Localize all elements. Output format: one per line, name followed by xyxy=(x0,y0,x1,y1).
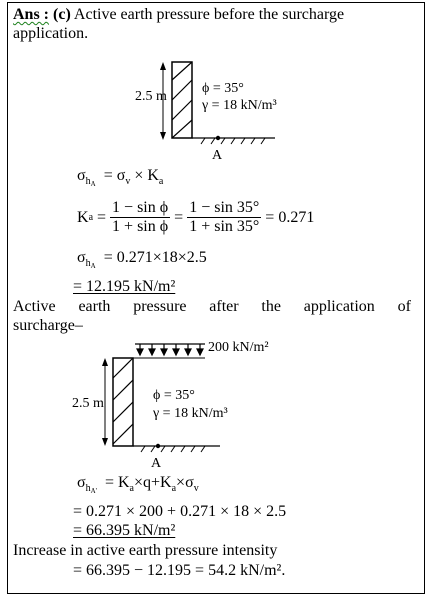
eq3-rhs: = 0.271×18×2.5 xyxy=(103,249,207,266)
para2-line1 xyxy=(13,298,411,316)
point-a-label-1: A xyxy=(212,148,223,163)
eq1-rhs-times: × K xyxy=(134,167,159,184)
equation-sigma-ha-value xyxy=(77,249,207,275)
para2-word: the xyxy=(261,298,281,315)
equation-sigma-ha-prime xyxy=(77,474,199,500)
conclusion-line1: Increase in active earth pressure intensity xyxy=(13,542,278,559)
ka-fraction-1-num: 1 − sin ϕ xyxy=(112,199,169,216)
para2-word: Active xyxy=(13,298,56,315)
para2-line2: surcharge– xyxy=(13,317,83,334)
eq1-rhs-sub2: a xyxy=(158,176,164,187)
gamma-label-2: γ = 18 kN/m³ xyxy=(153,406,228,421)
eq3-lhs: σ xyxy=(77,249,86,266)
eq4-rhs2-sub: a xyxy=(171,483,177,494)
point-a-marker-2 xyxy=(156,444,160,448)
ka-result: = 0.271 xyxy=(265,208,315,226)
height-label-2: 2.5 m xyxy=(72,396,104,411)
phi-label-2: ϕ = 35° xyxy=(153,388,195,403)
eq4-rhs1-sub: a xyxy=(129,483,134,494)
gamma-label-1: γ = 18 kN/m³ xyxy=(202,98,277,113)
ground-line-1 xyxy=(192,138,275,144)
ka-fraction-1-den: 1 + sin ϕ xyxy=(112,218,169,235)
wall-2 xyxy=(113,358,133,446)
equation-ka xyxy=(77,199,314,236)
ka-fraction-2 xyxy=(187,199,261,236)
ka-fraction-1 xyxy=(110,199,170,236)
ans-option: (c) xyxy=(53,6,71,23)
eq4-rhs2: ×q+K xyxy=(133,474,172,491)
result-2: = 66.395 kN/m² xyxy=(73,522,176,539)
equation-sigma-ha xyxy=(77,167,163,193)
ans-label: Ans : xyxy=(13,6,50,23)
para2-word: pressure xyxy=(133,298,187,315)
eq2-eq2: = xyxy=(174,208,184,226)
ka-fraction-2-den: 1 + sin 35° xyxy=(189,218,260,235)
para2-word: after xyxy=(209,298,239,315)
eq1-lhs: σ xyxy=(77,167,86,184)
para2-word: application xyxy=(303,298,375,315)
conclusion-line2: = 66.395 − 12.195 = 54.2 kN/m². xyxy=(73,562,286,579)
result-1: = 12.195 kN/m² xyxy=(73,278,176,295)
point-a-label-2: A xyxy=(151,456,162,471)
eq4-rhs1: = K xyxy=(104,474,130,491)
eq1-lhs-subsub: A xyxy=(90,180,96,188)
eq2-lhs: K xyxy=(77,208,89,226)
eq4-lhs-sub: h xyxy=(85,483,91,494)
ans-text-line1: Active earth pressure before the surcharge xyxy=(73,6,345,23)
wall-1 xyxy=(172,62,192,138)
eq2-eq: = xyxy=(97,208,107,226)
point-a-marker-1 xyxy=(216,136,220,140)
eq4-lhs-subsub: A' xyxy=(90,487,97,495)
eq3-lhs-subsub: A xyxy=(90,262,96,270)
eq1-rhs-sub: v xyxy=(125,176,131,187)
eq4-lhs: σ xyxy=(77,474,86,491)
eq3-lhs-sub: h xyxy=(85,258,91,269)
eq4-rhs3-sub: v xyxy=(193,483,199,494)
surcharge-arrows xyxy=(135,344,205,355)
surcharge-load-label: 200 kN/m² xyxy=(208,340,269,355)
eq4-rhs3: ×σ xyxy=(176,474,194,491)
para2-word: of xyxy=(397,298,411,315)
answer-heading xyxy=(13,6,344,24)
eq1-lhs-sub: h xyxy=(85,176,91,187)
height-label-1: 2.5 m xyxy=(135,89,167,104)
phi-label-1: ϕ = 35° xyxy=(202,81,244,96)
para2-word: earth xyxy=(78,298,111,315)
eq2-lhs-sub: a xyxy=(88,211,94,223)
eq1-rhs: = σ xyxy=(103,167,126,184)
ans-text-line2: application. xyxy=(13,25,89,42)
calculation-line: = 0.271 × 200 + 0.271 × 18 × 2.5 xyxy=(73,503,287,520)
ka-fraction-2-num: 1 − sin 35° xyxy=(189,199,260,216)
ground-line-2 xyxy=(133,446,220,452)
